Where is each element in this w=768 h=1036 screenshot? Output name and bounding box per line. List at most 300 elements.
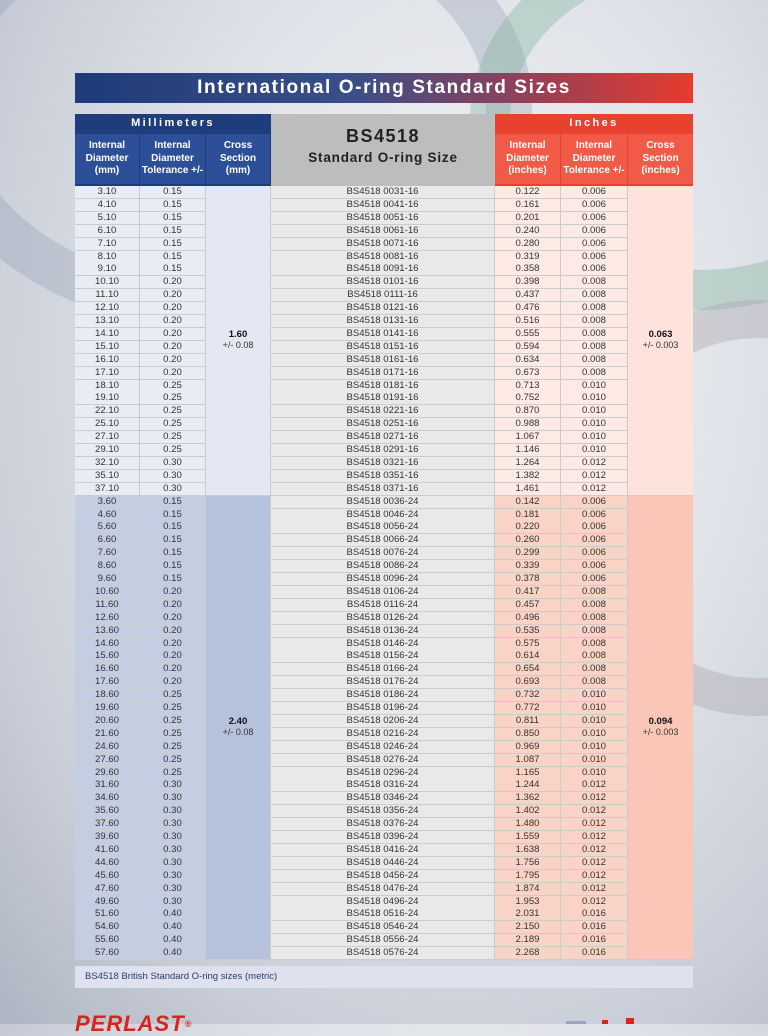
cell-mm-diameter: 16.10 — [75, 354, 139, 366]
cell-in-diameter: 1.874 — [495, 883, 560, 895]
cell-mm-diameter: 12.60 — [75, 612, 139, 624]
table-row — [75, 908, 693, 920]
table-row — [75, 831, 693, 843]
cell-mm-diameter: 17.10 — [75, 367, 139, 379]
cell-mm-diameter: 25.10 — [75, 418, 139, 430]
cell-mm-diameter: 7.10 — [75, 238, 139, 250]
cell-mm-tolerance: 0.15 — [140, 251, 205, 263]
inches-header-group — [495, 114, 693, 186]
cell-mm-tolerance: 0.40 — [140, 908, 205, 920]
cell-mm-tolerance: 0.40 — [140, 934, 205, 946]
cell-bs4518-size: BS4518 0181-16 — [271, 380, 494, 392]
cell-mm-diameter: 37.60 — [75, 818, 139, 830]
table-row — [75, 857, 693, 869]
cell-in-diameter: 1.480 — [495, 818, 560, 830]
cell-in-tolerance: 0.008 — [561, 367, 627, 379]
cell-in-diameter: 1.795 — [495, 870, 560, 882]
cell-bs4518-size: BS4518 0316-24 — [271, 779, 494, 791]
cell-mm-diameter: 14.60 — [75, 638, 139, 650]
table-row — [75, 870, 693, 882]
table-row — [75, 328, 693, 340]
cell-in-tolerance: 0.008 — [561, 599, 627, 611]
cell-mm-tolerance: 0.20 — [140, 276, 205, 288]
cell-in-tolerance: 0.008 — [561, 663, 627, 675]
cell-in-diameter: 2.031 — [495, 908, 560, 920]
cell-mm-diameter: 4.60 — [75, 509, 139, 521]
cell-in-tolerance: 0.010 — [561, 392, 627, 404]
cross-section-mm-value: 2.40 — [228, 716, 248, 728]
cell-in-diameter: 1.165 — [495, 767, 560, 779]
cell-in-tolerance: 0.008 — [561, 341, 627, 353]
cell-mm-tolerance: 0.25 — [140, 741, 205, 753]
cell-bs4518-size: BS4518 0121-16 — [271, 302, 494, 314]
cell-in-tolerance: 0.012 — [561, 818, 627, 830]
cell-mm-tolerance: 0.25 — [140, 431, 205, 443]
cell-in-tolerance: 0.010 — [561, 715, 627, 727]
cell-mm-tolerance: 0.25 — [140, 444, 205, 456]
cross-section-in-tolerance: +/- 0.003 — [642, 340, 679, 351]
cell-in-diameter: 0.516 — [495, 315, 560, 327]
cell-bs4518-size: BS4518 0206-24 — [271, 715, 494, 727]
cell-in-diameter: 0.378 — [495, 573, 560, 585]
table-row — [75, 341, 693, 353]
cell-in-diameter: 0.969 — [495, 741, 560, 753]
table-row — [75, 509, 693, 521]
cell-mm-tolerance: 0.20 — [140, 638, 205, 650]
cell-bs4518-size: BS4518 0116-24 — [271, 599, 494, 611]
cell-mm-diameter: 14.10 — [75, 328, 139, 340]
cell-mm-tolerance: 0.30 — [140, 792, 205, 804]
table-body — [75, 186, 693, 960]
cell-in-tolerance: 0.010 — [561, 444, 627, 456]
cell-mm-tolerance: 0.30 — [140, 870, 205, 882]
cell-in-tolerance: 0.006 — [561, 251, 627, 263]
cell-bs4518-size: BS4518 0101-16 — [271, 276, 494, 288]
table-row — [75, 689, 693, 701]
table-row — [75, 496, 693, 508]
table-row — [75, 251, 693, 263]
cell-in-diameter: 0.732 — [495, 689, 560, 701]
cell-in-tolerance: 0.010 — [561, 418, 627, 430]
cell-in-diameter: 1.362 — [495, 792, 560, 804]
cell-mm-diameter: 10.60 — [75, 586, 139, 598]
cell-bs4518-size: BS4518 0131-16 — [271, 315, 494, 327]
cell-in-tolerance: 0.008 — [561, 328, 627, 340]
col-header-in-diameter: Internal Diameter (inches) — [495, 134, 560, 184]
cell-in-diameter: 0.358 — [495, 263, 560, 275]
cell-in-tolerance: 0.016 — [561, 947, 627, 959]
table-row — [75, 380, 693, 392]
table-row — [75, 702, 693, 714]
cell-mm-diameter: 20.60 — [75, 715, 139, 727]
cell-in-diameter: 0.122 — [495, 186, 560, 198]
cell-in-tolerance: 0.006 — [561, 186, 627, 198]
cell-in-diameter: 1.382 — [495, 470, 560, 482]
cell-bs4518-size: BS4518 0046-24 — [271, 509, 494, 521]
cell-mm-tolerance: 0.15 — [140, 534, 205, 546]
cell-mm-tolerance: 0.25 — [140, 392, 205, 404]
cell-in-tolerance: 0.010 — [561, 702, 627, 714]
cell-in-tolerance: 0.012 — [561, 831, 627, 843]
cell-in-diameter: 1.244 — [495, 779, 560, 791]
cell-in-diameter: 0.496 — [495, 612, 560, 624]
cell-mm-diameter: 9.10 — [75, 263, 139, 275]
cell-in-tolerance: 0.012 — [561, 805, 627, 817]
cell-in-diameter: 1.461 — [495, 483, 560, 495]
table-row — [75, 586, 693, 598]
cell-bs4518-size: BS4518 0161-16 — [271, 354, 494, 366]
table-row — [75, 638, 693, 650]
cell-bs4518-size: BS4518 0221-16 — [271, 405, 494, 417]
cell-in-diameter: 0.476 — [495, 302, 560, 314]
cell-bs4518-size: BS4518 0321-16 — [271, 457, 494, 469]
cell-mm-diameter: 35.60 — [75, 805, 139, 817]
cell-bs4518-size: BS4518 0216-24 — [271, 728, 494, 740]
cell-bs4518-size: BS4518 0071-16 — [271, 238, 494, 250]
cell-mm-diameter: 3.10 — [75, 186, 139, 198]
table-row — [75, 934, 693, 946]
table-row — [75, 676, 693, 688]
cell-bs4518-size: BS4518 0136-24 — [271, 625, 494, 637]
cell-in-diameter: 0.752 — [495, 392, 560, 404]
cell-mm-diameter: 10.10 — [75, 276, 139, 288]
cell-mm-diameter: 13.10 — [75, 315, 139, 327]
cell-in-tolerance: 0.010 — [561, 689, 627, 701]
cell-in-tolerance: 0.006 — [561, 521, 627, 533]
cell-mm-tolerance: 0.20 — [140, 625, 205, 637]
table-row — [75, 457, 693, 469]
cell-in-diameter: 0.240 — [495, 225, 560, 237]
table-row — [75, 560, 693, 572]
table-row — [75, 921, 693, 933]
inches-heading: Inches — [569, 117, 619, 129]
table-row — [75, 573, 693, 585]
table-row — [75, 612, 693, 624]
cross-section-in-tolerance: +/- 0.003 — [642, 727, 679, 738]
cross-section-mm-value: 1.60 — [228, 329, 248, 341]
cross-section-in-value: 0.063 — [648, 329, 673, 341]
cell-in-diameter: 0.161 — [495, 199, 560, 211]
cell-bs4518-size: BS4518 0371-16 — [271, 483, 494, 495]
table-row — [75, 186, 693, 198]
cell-in-diameter: 2.150 — [495, 921, 560, 933]
cell-in-tolerance: 0.008 — [561, 354, 627, 366]
cell-mm-diameter: 18.60 — [75, 689, 139, 701]
cell-mm-diameter: 16.60 — [75, 663, 139, 675]
cell-in-diameter: 1.402 — [495, 805, 560, 817]
millimeters-header-group — [75, 114, 271, 186]
perlast-logo: PERLAST® — [75, 1011, 193, 1036]
cell-bs4518-size: BS4518 0031-16 — [271, 186, 494, 198]
table-row — [75, 663, 693, 675]
cell-bs4518-size: BS4518 0446-24 — [271, 857, 494, 869]
cell-in-diameter: 0.870 — [495, 405, 560, 417]
cell-in-tolerance: 0.006 — [561, 509, 627, 521]
cell-in-tolerance: 0.008 — [561, 289, 627, 301]
cell-in-diameter: 0.437 — [495, 289, 560, 301]
col-header-in-cross-section: Cross Section (inches) — [628, 134, 693, 184]
table-row — [75, 418, 693, 430]
table-row — [75, 805, 693, 817]
cell-in-diameter: 0.142 — [495, 496, 560, 508]
cell-bs4518-size: BS4518 0546-24 — [271, 921, 494, 933]
cell-mm-diameter: 12.10 — [75, 302, 139, 314]
table-row — [75, 276, 693, 288]
cell-bs4518-size: BS4518 0156-24 — [271, 650, 494, 662]
cell-bs4518-size: BS4518 0516-24 — [271, 908, 494, 920]
cell-bs4518-size: BS4518 0346-24 — [271, 792, 494, 804]
cell-mm-diameter: 51.60 — [75, 908, 139, 920]
cell-mm-tolerance: 0.20 — [140, 676, 205, 688]
cell-mm-diameter: 44.60 — [75, 857, 139, 869]
cell-bs4518-size: BS4518 0356-24 — [271, 805, 494, 817]
cell-mm-diameter: 41.60 — [75, 844, 139, 856]
cell-mm-tolerance: 0.15 — [140, 560, 205, 572]
cell-in-tolerance: 0.012 — [561, 792, 627, 804]
cell-mm-tolerance: 0.15 — [140, 263, 205, 275]
cell-mm-tolerance: 0.25 — [140, 728, 205, 740]
cell-bs4518-size: BS4518 0041-16 — [271, 199, 494, 211]
table-row — [75, 367, 693, 379]
cell-mm-tolerance: 0.30 — [140, 805, 205, 817]
cell-mm-diameter: 8.10 — [75, 251, 139, 263]
table-row — [75, 792, 693, 804]
cell-mm-diameter: 45.60 — [75, 870, 139, 882]
oring-size-table — [75, 114, 693, 960]
cell-in-diameter: 0.988 — [495, 418, 560, 430]
cell-in-tolerance: 0.008 — [561, 276, 627, 288]
cell-bs4518-size: BS4518 0456-24 — [271, 870, 494, 882]
table-row — [75, 547, 693, 559]
cell-mm-diameter: 49.60 — [75, 896, 139, 908]
cell-in-tolerance: 0.016 — [561, 908, 627, 920]
cell-bs4518-size: BS4518 0066-24 — [271, 534, 494, 546]
cell-mm-tolerance: 0.20 — [140, 315, 205, 327]
cell-mm-tolerance: 0.15 — [140, 186, 205, 198]
table-caption: BS4518 British Standard O-ring sizes (metric) — [75, 966, 693, 988]
cell-mm-diameter: 35.10 — [75, 470, 139, 482]
cell-in-diameter: 0.457 — [495, 599, 560, 611]
cell-bs4518-size: BS4518 0416-24 — [271, 844, 494, 856]
cell-bs4518-size: BS4518 0126-24 — [271, 612, 494, 624]
cell-in-tolerance: 0.010 — [561, 431, 627, 443]
table-row — [75, 444, 693, 456]
cell-in-tolerance: 0.008 — [561, 315, 627, 327]
cell-mm-tolerance: 0.15 — [140, 547, 205, 559]
cross-section-mm-tolerance: +/- 0.08 — [222, 340, 254, 351]
cell-mm-diameter: 15.10 — [75, 341, 139, 353]
cell-in-tolerance: 0.008 — [561, 638, 627, 650]
cell-bs4518-size: BS4518 0036-24 — [271, 496, 494, 508]
cell-in-diameter: 1.756 — [495, 857, 560, 869]
cell-mm-diameter: 11.10 — [75, 289, 139, 301]
table-header — [75, 114, 693, 186]
cell-in-tolerance: 0.012 — [561, 483, 627, 495]
cell-in-diameter: 0.614 — [495, 650, 560, 662]
cell-mm-tolerance: 0.20 — [140, 650, 205, 662]
cell-bs4518-size: BS4518 0111-16 — [271, 289, 494, 301]
cell-mm-diameter: 31.60 — [75, 779, 139, 791]
cell-in-diameter: 0.220 — [495, 521, 560, 533]
cell-bs4518-size: BS4518 0271-16 — [271, 431, 494, 443]
cell-in-tolerance: 0.010 — [561, 741, 627, 753]
cell-mm-tolerance: 0.25 — [140, 689, 205, 701]
cell-mm-tolerance: 0.20 — [140, 663, 205, 675]
cell-in-diameter: 1.264 — [495, 457, 560, 469]
cell-mm-tolerance: 0.20 — [140, 367, 205, 379]
cell-mm-diameter: 4.10 — [75, 199, 139, 211]
cell-mm-diameter: 37.10 — [75, 483, 139, 495]
cell-mm-tolerance: 0.20 — [140, 586, 205, 598]
cell-in-diameter: 0.634 — [495, 354, 560, 366]
cell-in-diameter: 2.189 — [495, 934, 560, 946]
cell-mm-tolerance: 0.15 — [140, 225, 205, 237]
cell-in-tolerance: 0.010 — [561, 767, 627, 779]
table-row — [75, 302, 693, 314]
cell-mm-diameter: 27.60 — [75, 754, 139, 766]
cell-in-diameter: 0.713 — [495, 380, 560, 392]
cell-mm-tolerance: 0.15 — [140, 509, 205, 521]
cell-mm-diameter: 5.60 — [75, 521, 139, 533]
cross-section-mm-tolerance: +/- 0.08 — [222, 727, 254, 738]
cell-in-diameter: 0.673 — [495, 367, 560, 379]
cell-in-diameter: 0.555 — [495, 328, 560, 340]
cell-bs4518-size: BS4518 0576-24 — [271, 947, 494, 959]
cell-in-diameter: 0.693 — [495, 676, 560, 688]
cell-mm-diameter: 3.60 — [75, 496, 139, 508]
cell-mm-tolerance: 0.30 — [140, 896, 205, 908]
cell-bs4518-size: BS4518 0151-16 — [271, 341, 494, 353]
cell-mm-tolerance: 0.20 — [140, 612, 205, 624]
cell-in-tolerance: 0.006 — [561, 560, 627, 572]
cell-mm-diameter: 19.60 — [75, 702, 139, 714]
cell-in-tolerance: 0.006 — [561, 573, 627, 585]
cell-in-tolerance: 0.010 — [561, 380, 627, 392]
cell-bs4518-size: BS4518 0091-16 — [271, 263, 494, 275]
cell-mm-tolerance: 0.20 — [140, 328, 205, 340]
cell-bs4518-size: BS4518 0076-24 — [271, 547, 494, 559]
cell-mm-tolerance: 0.15 — [140, 199, 205, 211]
cell-in-tolerance: 0.006 — [561, 547, 627, 559]
cell-in-tolerance: 0.012 — [561, 883, 627, 895]
cell-bs4518-size: BS4518 0171-16 — [271, 367, 494, 379]
cell-mm-diameter: 21.60 — [75, 728, 139, 740]
cell-in-tolerance: 0.008 — [561, 586, 627, 598]
cell-in-diameter: 0.594 — [495, 341, 560, 353]
cell-mm-tolerance: 0.25 — [140, 754, 205, 766]
cell-in-tolerance: 0.012 — [561, 470, 627, 482]
cell-bs4518-size: BS4518 0051-16 — [271, 212, 494, 224]
cell-mm-tolerance: 0.25 — [140, 405, 205, 417]
cell-in-tolerance: 0.006 — [561, 534, 627, 546]
cell-in-tolerance: 0.008 — [561, 676, 627, 688]
cell-in-diameter: 2.268 — [495, 947, 560, 959]
cell-bs4518-size: BS4518 0086-24 — [271, 560, 494, 572]
cell-mm-tolerance: 0.30 — [140, 483, 205, 495]
cell-in-tolerance: 0.010 — [561, 405, 627, 417]
table-row — [75, 779, 693, 791]
table-row — [75, 534, 693, 546]
cell-in-tolerance: 0.006 — [561, 225, 627, 237]
table-row — [75, 625, 693, 637]
cell-bs4518-size: BS4518 0276-24 — [271, 754, 494, 766]
cell-in-diameter: 0.181 — [495, 509, 560, 521]
cell-in-diameter: 0.654 — [495, 663, 560, 675]
cross-section-mm — [206, 496, 270, 959]
table-row — [75, 354, 693, 366]
cell-mm-tolerance: 0.15 — [140, 496, 205, 508]
cell-in-diameter: 0.260 — [495, 534, 560, 546]
millimeters-heading: Millimeters — [131, 117, 215, 129]
cell-mm-diameter: 6.10 — [75, 225, 139, 237]
cell-bs4518-size: BS4518 0141-16 — [271, 328, 494, 340]
cell-mm-diameter: 29.10 — [75, 444, 139, 456]
cell-bs4518-size: BS4518 0186-24 — [271, 689, 494, 701]
table-row — [75, 947, 693, 959]
cell-in-tolerance: 0.012 — [561, 779, 627, 791]
cell-in-tolerance: 0.006 — [561, 496, 627, 508]
bs4518-header — [271, 114, 495, 186]
table-row — [75, 844, 693, 856]
cell-mm-diameter: 24.60 — [75, 741, 139, 753]
cell-in-tolerance: 0.006 — [561, 212, 627, 224]
cell-in-tolerance: 0.012 — [561, 457, 627, 469]
cell-bs4518-size: BS4518 0251-16 — [271, 418, 494, 430]
cell-mm-diameter: 29.60 — [75, 767, 139, 779]
cell-mm-diameter: 39.60 — [75, 831, 139, 843]
table-row — [75, 483, 693, 495]
cell-mm-tolerance: 0.15 — [140, 212, 205, 224]
cell-bs4518-size: BS4518 0556-24 — [271, 934, 494, 946]
table-row — [75, 392, 693, 404]
cell-mm-tolerance: 0.25 — [140, 767, 205, 779]
cell-mm-diameter: 47.60 — [75, 883, 139, 895]
table-row — [75, 599, 693, 611]
cell-mm-diameter: 6.60 — [75, 534, 139, 546]
cell-mm-tolerance: 0.30 — [140, 844, 205, 856]
cell-in-diameter: 1.953 — [495, 896, 560, 908]
cell-in-tolerance: 0.016 — [561, 934, 627, 946]
cell-mm-diameter: 7.60 — [75, 547, 139, 559]
cell-bs4518-size: BS4518 0196-24 — [271, 702, 494, 714]
col-header-mm-cross-section: Cross Section (mm) — [206, 134, 270, 184]
cell-mm-tolerance: 0.25 — [140, 418, 205, 430]
table-row — [75, 728, 693, 740]
cell-in-tolerance: 0.010 — [561, 754, 627, 766]
cell-mm-tolerance: 0.25 — [140, 380, 205, 392]
page-title: International O-ring Standard Sizes — [75, 73, 693, 103]
cell-mm-diameter: 18.10 — [75, 380, 139, 392]
col-header-mm-tolerance: Internal Diameter Tolerance +/- — [140, 134, 205, 184]
col-header-mm-diameter: Internal Diameter (mm) — [75, 134, 139, 184]
cell-bs4518-size: BS4518 0496-24 — [271, 896, 494, 908]
cell-in-tolerance: 0.016 — [561, 921, 627, 933]
cell-mm-tolerance: 0.30 — [140, 883, 205, 895]
cell-mm-tolerance: 0.30 — [140, 831, 205, 843]
cell-mm-tolerance: 0.40 — [140, 947, 205, 959]
cell-in-tolerance: 0.010 — [561, 728, 627, 740]
cell-mm-diameter: 9.60 — [75, 573, 139, 585]
cell-in-tolerance: 0.008 — [561, 650, 627, 662]
cell-mm-diameter: 54.60 — [75, 921, 139, 933]
cell-mm-diameter: 5.10 — [75, 212, 139, 224]
cell-mm-tolerance: 0.15 — [140, 238, 205, 250]
cell-mm-diameter: 19.10 — [75, 392, 139, 404]
cell-bs4518-size: BS4518 0396-24 — [271, 831, 494, 843]
cell-mm-diameter: 15.60 — [75, 650, 139, 662]
cell-in-diameter: 0.299 — [495, 547, 560, 559]
cross-section-in — [628, 186, 693, 495]
